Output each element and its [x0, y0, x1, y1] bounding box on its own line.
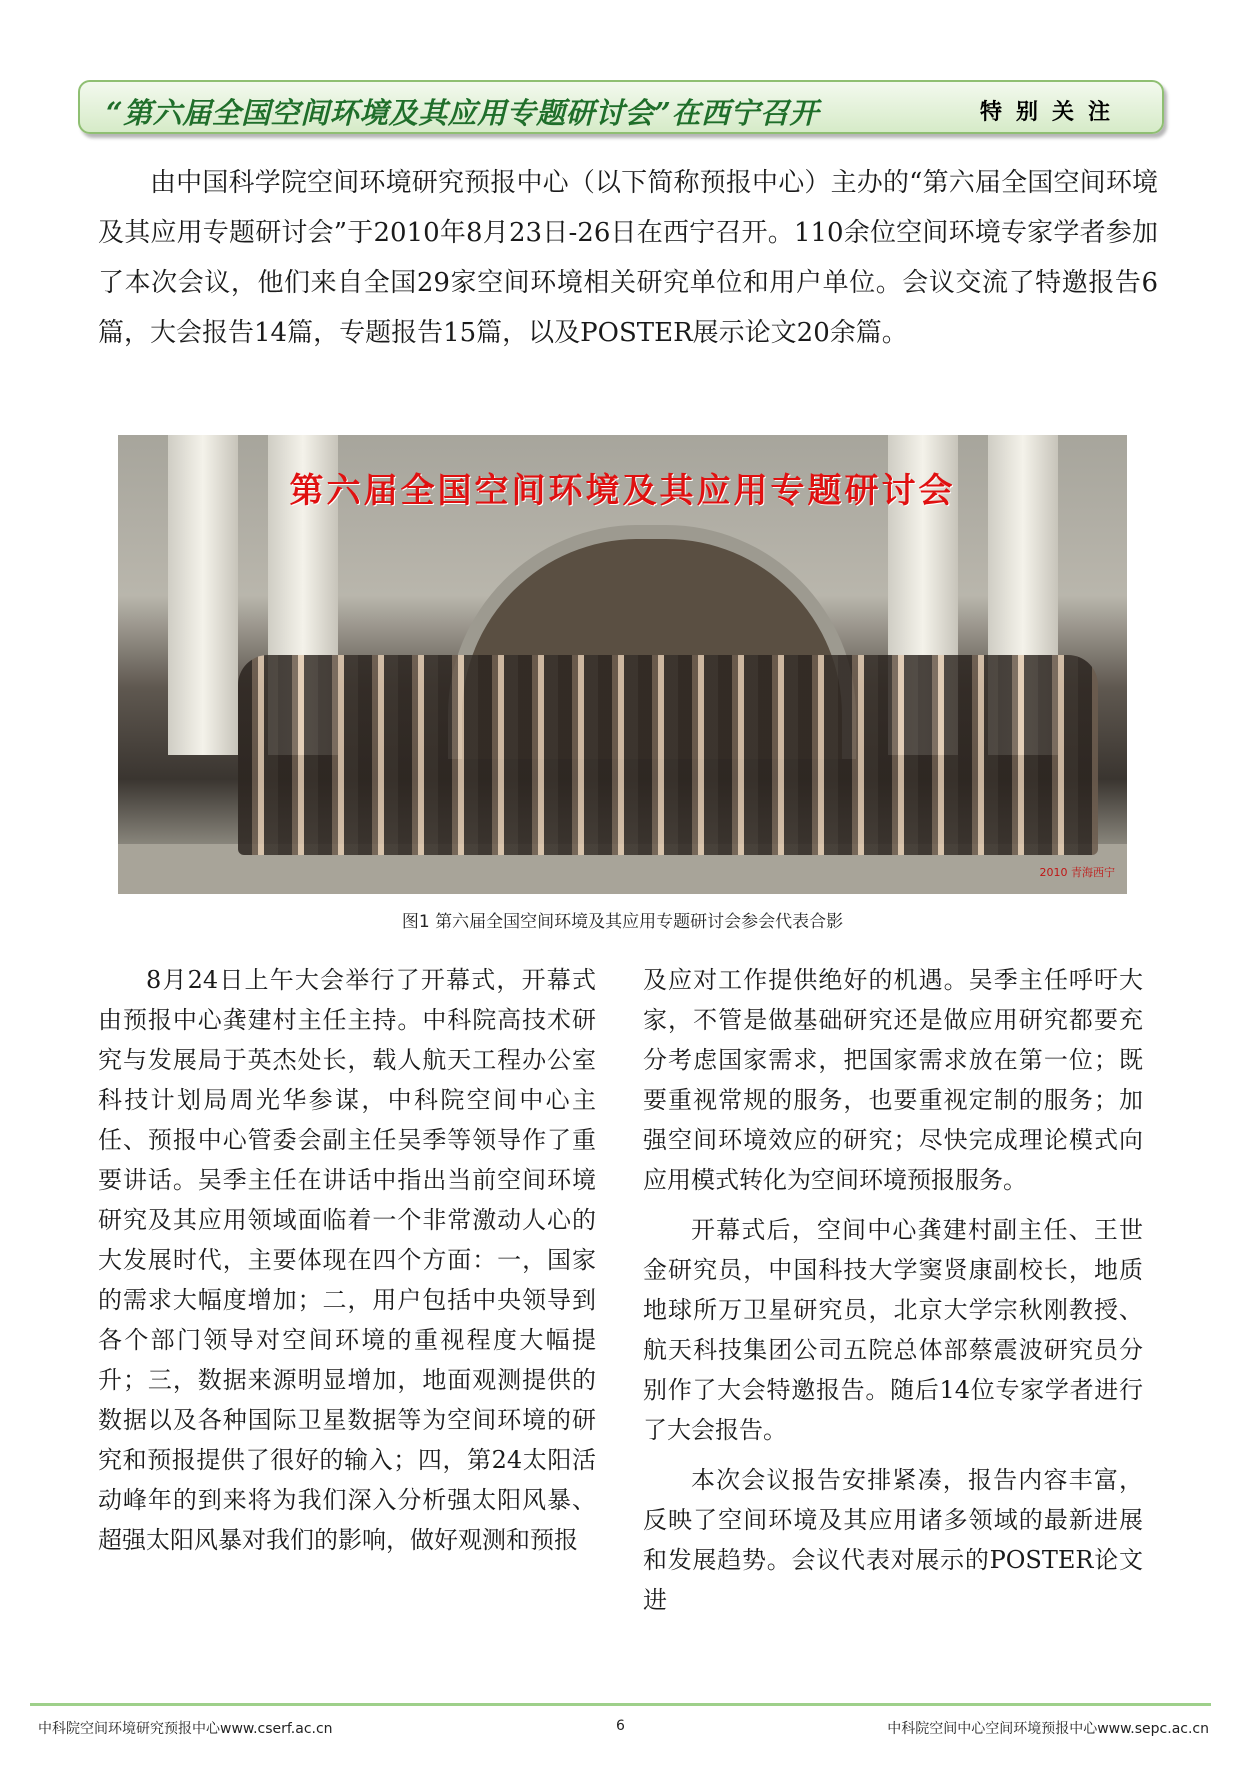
body-paragraph: 本次会议报告安排紧凑，报告内容丰富，反映了空间环境及其应用诸多领域的最新进展和发展趋势。会议代表对展示的POSTER论文进: [643, 1466, 1143, 1614]
group-photo: [118, 435, 1127, 894]
footer-right-link[interactable]: 中科院空间中心空间环境预报中心www.sepc.ac.cn: [887, 1721, 1209, 1737]
footer-left-link[interactable]: 中科院空间环境研究预报中心www.cserf.ac.cn: [38, 1721, 333, 1737]
article-title: “第六届全国空间环境及其应用专题研讨会”在西宁召开: [106, 96, 819, 130]
page-number: 6: [616, 1718, 625, 1734]
photo-crowd: [238, 655, 1098, 855]
left-column: [98, 960, 596, 1570]
body-paragraph: 开幕式后，空间中心龚建村副主任、王世金研究员，中国科技大学窦贤康副校长，地质地球所万卫星研究员，北京大学宗秋刚教授、航天科技集团公司五院总体部蔡震波研究员分别作了大会特邀报告。随后14位专家学者进行了大会报告。: [643, 1216, 1143, 1444]
footer-divider: [30, 1703, 1211, 1706]
right-column: [643, 960, 1143, 1630]
photo-stamp: 2010 青海西宁: [1039, 866, 1115, 879]
body-paragraph: 及应对工作提供绝好的机遇。吴季主任呼吁大家，不管是做基础研究还是做应用研究都要充分考虑国家需求，把国家需求放在第一位；既要重视常规的服务，也要重视定制的服务；加强空间环境效应的研究；尽快完成理论模式向应用模式转化为空间环境预报服务。: [643, 966, 1143, 1194]
intro-paragraph: 由中国科学院空间环境研究预报中心（以下简称预报中心）主办的“第六届全国空间环境及其应用专题研讨会”于2010年8月23日-26日在西宁召开。110余位空间环境专家学者参加了本次会议，他们来自全国29家空间环境相关研究单位和用户单位。会议交流了特邀报告6篇，大会报告14篇，专题报告15篇，以及POSTER展示论文20余篇。: [98, 168, 1158, 348]
page-header: [78, 80, 1164, 134]
photo-banner: 第六届全国空间环境及其应用专题研讨会: [289, 471, 956, 511]
body-paragraph: 8月24日上午大会举行了开幕式，开幕式由预报中心龚建村主任主持。中科院高技术研究与发展局于英杰处长，载人航天工程办公室科技计划局周光华参谋，中科院空间中心主任、预报中心管委会副主任吴季等领导作了重要讲话。吴季主任在讲话中指出当前空间环境研究及其应用领域面临着一个非常激动人心的大发展时代，主要体现在四个方面：一，国家的需求大幅度增加；二，用户包括中央领导到各个部门领导对空间环境的重视程度大幅提升；三，数据来源明显增加，地面观测提供的数据以及各种国际卫星数据等为空间环境的研究和预报提供了很好的输入；四，第24太阳活动峰年的到来将为我们深入分析强太阳风暴、超强太阳风暴对我们的影响，做好观测和预报: [98, 966, 596, 1554]
figure-caption: 图1 第六届全国空间环境及其应用专题研讨会参会代表合影: [401, 912, 844, 932]
section-label: 特别关注: [979, 99, 1124, 125]
